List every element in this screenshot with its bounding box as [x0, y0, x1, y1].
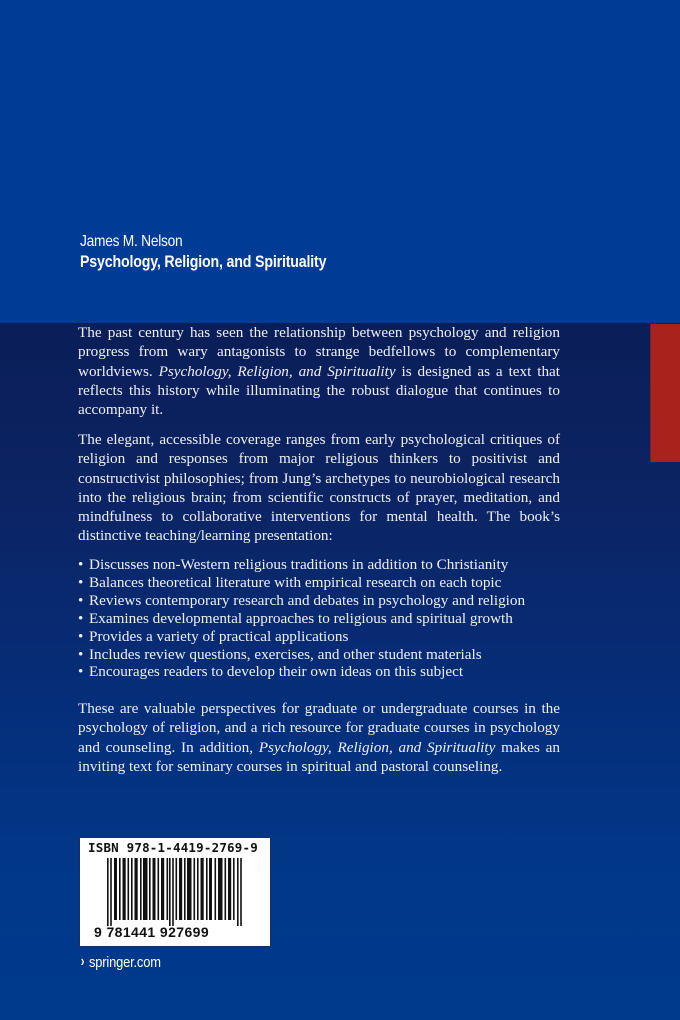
- list-item: [78, 556, 598, 574]
- list-item: [78, 574, 598, 592]
- chevron-right-icon: ›: [80, 953, 85, 970]
- list-item-text: Includes review questions, exercises, and other student materials: [89, 645, 482, 663]
- paragraph-text: is designed as a text that reflects this history while illuminating the robust dialogue that continues to accompany it.: [78, 362, 561, 419]
- paragraph-text: The elegant, accessible coverage ranges from early psychological critiques of religion and responses from major religious thinkers to positivist and constructivist philosophies; from Jung’s archetypes to neurobiological research into the religious brain; from scientific constructs of prayer, meditation, and mindfulness to collaborative interventions for mental health. The book’s distinctive teaching/learning presentation:: [78, 431, 560, 545]
- author-name: James M. Nelson: [80, 233, 183, 250]
- isbn-barcode: [79, 837, 271, 947]
- book-title-italic: Psychology, Religion, and Spirituality: [158, 362, 396, 380]
- list-item: [78, 592, 598, 610]
- list-item-text: Discusses non-Western religious traditions in addition to Christianity: [89, 556, 509, 573]
- list-item: [78, 663, 598, 681]
- bullet-icon: •: [78, 556, 84, 573]
- isbn-label: ISBN 978-1-4419-2769-9: [88, 840, 258, 855]
- bullet-icon: •: [78, 627, 84, 645]
- bullet-icon: •: [78, 663, 84, 681]
- list-item-text: Encourages readers to develop their own ideas on this subject: [89, 663, 464, 681]
- bullet-icon: •: [78, 591, 84, 609]
- top-color-band: [0, 0, 680, 323]
- bullet-icon: •: [78, 645, 84, 663]
- bullet-icon: •: [78, 609, 84, 627]
- author-title-block: [80, 232, 366, 273]
- description-paragraph-1: [78, 323, 560, 419]
- publisher-link[interactable]: [80, 953, 173, 971]
- list-item-text: Reviews contemporary research and debates in psychology and religion: [89, 591, 526, 609]
- list-item-text: Balances theoretical literature with empirical research on each topic: [89, 573, 502, 591]
- book-title: Psychology, Religion, and Spirituality: [80, 253, 327, 271]
- paragraph-text: makes an inviting text for seminary courses in spiritual and pastoral counseling.: [78, 738, 561, 775]
- description-paragraph-2: [78, 430, 560, 546]
- ean-number: 9 781441 927699: [94, 924, 209, 940]
- list-item-text: Examines developmental approaches to religious and spiritual growth: [89, 609, 513, 627]
- bullet-icon: •: [78, 573, 84, 591]
- description-paragraph-3: [78, 699, 560, 776]
- accent-tab: [651, 324, 680, 462]
- book-title-italic: Psychology, Religion, and Spirituality: [258, 738, 496, 756]
- paragraph-text: The past century has seen the relationship between psychology and religion progress from wary antagonists to strange bedfellows to complementary worldviews.: [78, 324, 560, 380]
- list-item: [78, 646, 598, 664]
- barcode-icon: [107, 858, 242, 926]
- list-item: [78, 610, 598, 628]
- publisher-url[interactable]: springer.com: [89, 953, 162, 971]
- list-item: [78, 628, 598, 646]
- list-item-text: Provides a variety of practical applications: [89, 627, 349, 645]
- paragraph-text: These are valuable perspectives for graduate or undergraduate courses in the psychology of religion, and a rich resource for graduate courses in psychology and counseling. In addition,: [78, 700, 560, 756]
- feature-list: [78, 556, 598, 681]
